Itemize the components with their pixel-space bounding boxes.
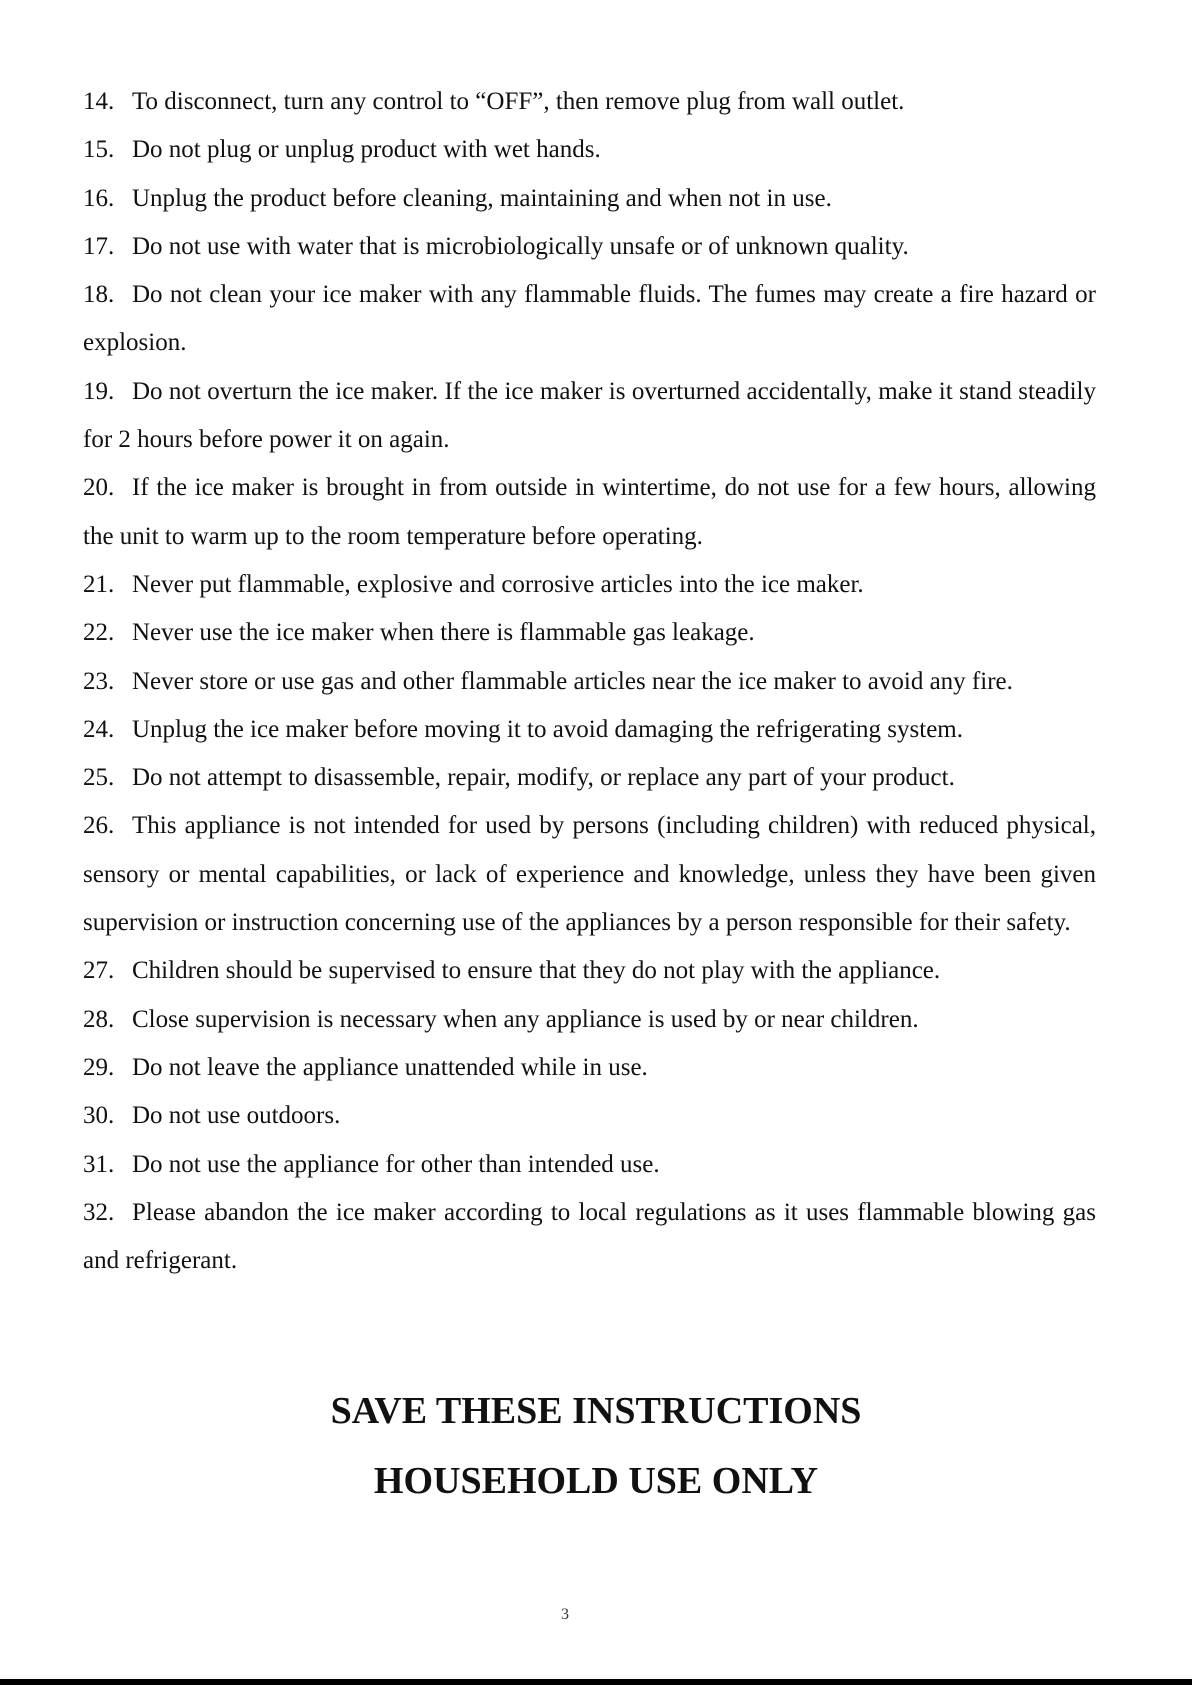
item-number: 18. [83,281,115,309]
item-number: 29. [83,1053,115,1081]
item-number: 31. [83,1150,115,1178]
item-text: Never put flammable, explosive and corrosive articles into the ice maker. [132,570,864,598]
list-item [83,1141,1096,1189]
item-number: 32. [83,1198,115,1226]
list-item [83,947,1096,995]
item-text: Never store or use gas and other flammable articles near the ice maker to avoid any fire. [132,667,1013,695]
item-text: Do not attempt to disassemble, repair, modify, or replace any part of your product. [132,764,955,792]
safety-instructions-list [83,78,1096,1285]
item-text: Never use the ice maker when there is flammable gas leakage. [132,619,755,647]
item-text: Please abandon the ice maker according to local regulations as it uses flammable blowing gas and refrigerant. [83,1198,1096,1275]
list-item [83,996,1096,1044]
list-item [83,126,1096,174]
item-number: 21. [83,570,115,598]
list-item [83,1189,1096,1286]
list-item [83,706,1096,754]
list-item [83,754,1096,802]
item-number: 25. [83,764,115,792]
item-number: 26. [83,812,115,840]
item-text: Unplug the ice maker before moving it to avoid damaging the refrigerating system. [132,715,964,743]
item-number: 17. [83,232,115,260]
list-item [83,658,1096,706]
item-text: If the ice maker is brought in from outside in wintertime, do not use for a few hours, allowing the unit to warm up to the room temperature before operating. [83,474,1096,550]
item-number: 24. [83,715,115,743]
item-text: This appliance is not intended for used by persons (including children) with reduced physical, sensory or mental capabilities, or lack of experience and knowledge, unless they have been given supervision or instruction concerning use of the appliances by a person responsible for their safety. [83,812,1096,937]
item-text: Close supervision is necessary when any appliance is used by or near children. [132,1005,919,1033]
household-use-heading: HOUSEHOLD USE ONLY [373,1460,819,1502]
save-instructions-heading: SAVE THESE INSTRUCTIONS [330,1390,862,1432]
item-number: 16. [83,184,115,212]
item-text: Do not plug or unplug product with wet hands. [132,136,601,164]
page-number: 3 [561,1606,569,1623]
list-item [83,609,1096,657]
item-text: Do not clean your ice maker with any flammable fluids. The fumes may create a fire hazard or explosion. [83,281,1096,357]
item-text: To disconnect, turn any control to “OFF”, then remove plug from wall outlet. [132,88,905,115]
list-item [83,175,1096,223]
item-number: 15. [83,136,115,164]
item-text: Do not use outdoors. [132,1102,341,1130]
item-text: Children should be supervised to ensure that they do not play with the appliance. [132,957,941,985]
item-text: Do not leave the appliance unattended while in use. [132,1053,648,1081]
item-text: Do not use with water that is microbiologically unsafe or of unknown quality. [132,232,909,260]
item-number: 20. [83,474,115,502]
list-item [83,271,1096,368]
page-bottom-rule [0,1679,1192,1685]
list-item [83,561,1096,609]
list-item [83,1044,1096,1092]
item-number: 30. [83,1102,115,1130]
item-number: 22. [83,619,115,647]
list-item [83,223,1096,271]
item-text: Unplug the product before cleaning, maintaining and when not in use. [132,184,832,212]
list-item [83,802,1096,947]
item-number: 27. [83,957,115,985]
item-number: 28. [83,1005,115,1033]
list-item [83,368,1096,465]
item-number: 19. [83,377,115,405]
item-text: Do not use the appliance for other than intended use. [132,1150,660,1178]
item-number: 23. [83,667,115,695]
list-item [83,78,1096,126]
item-text: Do not overturn the ice maker. If the ice maker is overturned accidentally, make it stand steadily for 2 hours before power it on again. [83,377,1096,454]
item-number: 14. [83,88,115,115]
list-item [83,1092,1096,1140]
list-item [83,464,1096,561]
